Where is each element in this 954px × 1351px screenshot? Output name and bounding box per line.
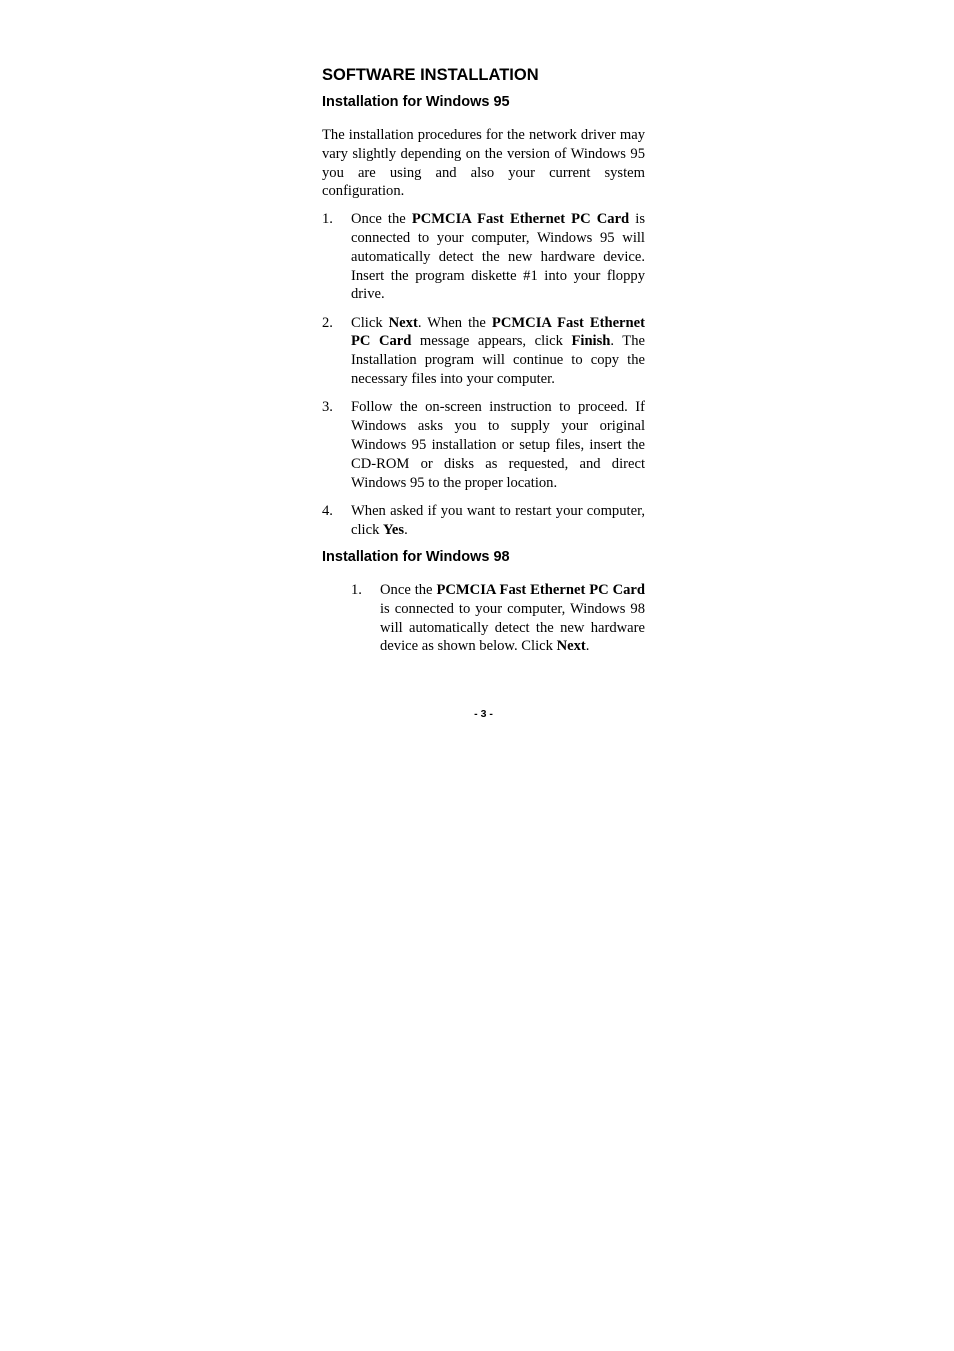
step-text-part: When asked if you want to restart your computer, click [351,502,645,538]
win95-steps [322,210,645,539]
win95-heading: Installation for Windows 95 [322,94,510,110]
step-text: Follow the on-screen instruction to proceed. If Windows asks you to supply your original Windows 95 installation or setup files, insert the CD-ROM or disks as requested, and direct Windows 95 to the proper location. [351,399,645,491]
step-number: 1. [322,211,333,228]
section-heading: SOFTWARE INSTALLATION [322,66,539,84]
step-text-part: is connected to your computer, Windows 95 will automatically detect the new hardware device. Insert the program diskette #1 into your floppy drive. [351,211,646,303]
step-text-part: . [404,521,408,538]
step-number: 1. [351,581,362,598]
step-text-part: Click [351,314,389,331]
step-number: 4. [322,502,333,519]
next-label: Next [556,638,586,655]
step-text-part: message appears, click [411,333,572,350]
document-page [322,64,645,666]
yes-label: Yes [383,521,405,538]
step-text [351,210,645,304]
step-text [351,502,645,540]
step-text-part: . The Installation program will continue to copy the necessary files into your computer. [351,333,645,388]
step-text [380,581,645,656]
page-number-text: - 3 - [474,708,493,720]
step-text-part: . [585,638,590,655]
next-label: Next [388,314,418,331]
step-text [351,314,645,389]
win95-step-1 [322,210,645,304]
finish-label: Finish [571,333,611,350]
win95-step-3 [322,398,645,492]
win95-intro: The installation procedures for the network driver may vary slightly depending on the version of Windows 95 you are using and also your current system configuration. [322,127,645,200]
win98-steps [351,581,645,656]
win98-step-1 [351,581,645,656]
product-name: PCMCIA Fast Ethernet PC Card [411,211,630,228]
step-number: 2. [322,314,333,331]
product-name: PCMCIA Fast Ethernet PC Card [436,581,645,598]
win98-heading: Installation for Windows 98 [322,548,510,565]
step-text-part: Once the [351,211,412,228]
step-text-part: is connected to your computer, Windows 98 will automatically detect the new hardware device as shown below. Click [380,600,645,655]
win95-step-4 [322,502,645,540]
win95-step-2 [322,314,645,389]
page-number [322,707,645,721]
step-text-part: . When the [417,314,492,331]
product-name: PCMCIA Fast Ethernet PC Card [351,314,645,350]
step-text-part: Once the [380,581,437,598]
step-number: 3. [322,399,333,416]
